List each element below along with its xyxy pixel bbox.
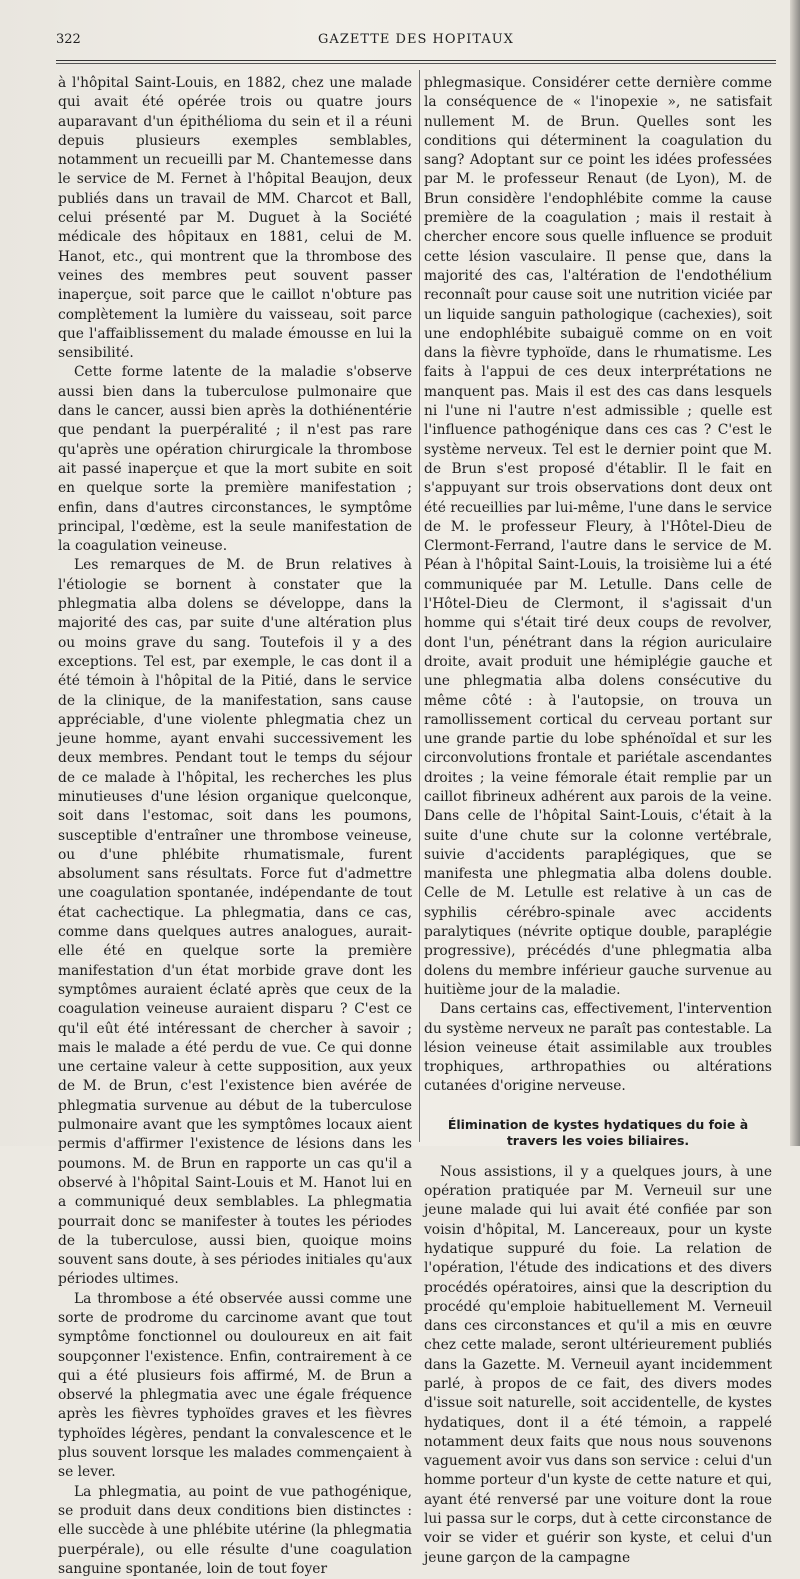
section-title: Élimination de kystes hydatiques du foie à travers les voies biliaires. xyxy=(447,1116,749,1148)
paragraph: Les remarques de M. de Brun relatives à l'étiologie se bornent à constater que la phlegmatia alba dolens se développe, dans la majorité des cas, par suite d'une altération plus ou moins grave du sang. Toutefois il y a des exceptions. Tel est, par exemple, le cas dont il a été témoin à l'hôpital de la Pitié, dans le service de la clinique, de la manifestation, sans cause appréciable, d'une violente phlegmatia chez un jeune homme, ayant envahi successivement les deux membres. Pendant tout le temps du séjour de ce malade à l'hôpital, les recherches les plus minutieuses d'une lésion organique quelconque, soit dans l'estomac, soit dans les poumons, susceptible d'entraîner une thrombose veineuse, ou d'une phlébite rhumatismale, furent absolument sans résultats. Force fut d'admettre une coagulation spontanée, indépendante de tout état cachectique. La phlegmatia, dans ce cas, comme dans quelques autres analogues, aurait-elle été en quelque sorte la première manifestation d'un état morbide grave dont les symptômes auraient éclaté après que ceux de la coagulation veineuse auraient disparu ? C'est ce qu'il eût été intéressant de chercher à savoir ; mais le malade a été perdu de vue. Ce qui donne une certaine valeur à cette supposition, aux yeux de M. de Brun, c'est l'existence bien avérée de phlegmatia survenue au début de la tuberculose pulmonaire avant que les symptômes locaux aient permis d'affirmer l'existence de lésions dans les poumons. M. de Brun en rapporte un cas qu'il a observé à l'hôpital Saint-Louis et M. Hanot lui en a communiqué deux semblables. La phlegmatia pourrait donc se manifester à toutes les périodes de la tuberculose, aussi bien, quoique moins souvent sans doute, à ses périodes initiales qu'aux périodes ultimes. xyxy=(58,557,412,1288)
page-edge-shadow xyxy=(790,0,800,1146)
left-column xyxy=(58,74,412,1579)
paragraph: La thrombose a été observée aussi comme une sorte de prodrome du carcinome avant que tout symptôme fonctionnel ou douloureux en ait fait soupçonner l'existence. Enfin, contrairement à ce qui a été plusieurs fois affirmé, M. de Brun a observé la phlegmatia avec une égale fréquence après les fièvres typhoïdes graves et les fièvres typhoïdes légères, pendant la convalescence et le plus souvent lorsque les malades commençaient à se lever. xyxy=(58,1290,412,1481)
column-divider xyxy=(419,70,420,1142)
paragraph: à l'hôpital Saint-Louis, en 1882, chez une malade qui avait été opérée trois ou quatre jours auparavant d'un épithélioma du sein et il a réuni depuis plusieurs exemples semblables, notamment un recueilli par M. Chantemesse dans le service de M. Fernet à l'hôpital Beaujon, deux publiés dans un travail de MM. Charcot et Ball, celui présenté par M. Duguet à la Société médicale des hôpitaux en 1881, celui de M. Hanot, etc., qui montrent que la thrombose des veines des membres peut souvent passer inaperçue, soit parce que le caillot n'obture pas complètement la lumière du vaisseau, soit parce que l'affaiblissement du malade émousse en lui la sensibilité. xyxy=(58,75,412,362)
right-column xyxy=(424,74,772,1568)
header-rule xyxy=(56,60,776,61)
paragraph: Cette forme latente de la maladie s'observe aussi bien dans la tuberculose pulmonaire que dans le cancer, aussi bien après la dothiénentérie que pendant la puerpéralité ; il n'est pas rare qu'après une opération chirurgicale la thrombose ait passé inaperçue et que la mort subite en soit en quelque sorte la première manifestation ; enfin, dans d'autres circonstances, le symptôme principal, l'œdème, est la seule manifestation de la coagulation veineuse. xyxy=(58,364,412,555)
paragraph: phlegmasique. Considérer cette dernière comme la conséquence de « l'inopexie », ne satisfait nullement M. de Brun. Quelles sont les conditions qui déterminent la coagulation du sang? Adoptant sur ce point les idées professées par M. le professeur Renaut (de Lyon), M. de Brun considère l'endophlébite comme la cause première de la coagulation ; mais il restait à chercher encore sous quelle influence se produit cette lésion vasculaire. Il pense que, dans la majorité des cas, l'altération de l'endothélium reconnaît pour cause soit une nutrition viciée par un liquide sanguin pathologique (cachexies), soit une endophlébite subaiguë comme on en voit dans la fièvre typhoïde, dans le rhumatisme. Les faits à l'appui de ces deux interprétations ne manquent pas. Mais il est des cas dans lesquels ni l'une ni l'autre n'est admissible ; quelle est l'influence pathogénique dans ces cas ? C'est le système nerveux. Tel est le dernier point que M. de Brun s'est proposé d'établir. Il le fait en s'appuyant sur trois observations dont deux ont été recueillies par lui-même, l'une dans le service de M. le professeur Fleury, à l'Hôtel-Dieu de Clermont-Ferrand, l'autre dans le service de M. Péan à l'hôpital Saint-Louis, la troisième lui a été communiquée par M. Letulle. Dans celle de l'Hôtel-Dieu de Clermont, il s'agissait d'un homme qui s'était tiré deux coups de revolver, dont l'un, pénétrant dans la région auriculaire droite, avait produit une hémiplégie gauche et une phlegmatia alba dolens consécutive du même côté : à l'autopsie, on trouva un ramollissement cortical du cerveau portant sur une grande partie du lobe sphénoïdal et sur les circonvolutions frontale et pariétale ascendantes droites ; la veine fémorale était remplie par un caillot fibrineux adhérent aux parois de la veine. Dans celle de l'hôpital Saint-Louis, c'était à la suite d'une chute sur la colonne vertébrale, suivie d'accidents paraplégiques, que se manifesta une phlegmatia alba dolens double. Celle de M. Letulle est relative à un cas de syphilis cérébro-spinale avec accidents paralytiques (névrite optique double, paraplégie progressive), précédés d'une phlegmatia alba dolens du membre inférieur gauche survenue au huitième jour de la maladie. xyxy=(424,75,772,998)
paragraph: La phlegmatia, au point de vue pathogénique, se produit dans deux conditions bien distinctes : elle succède à une phlébite utérine (la phlegmatia puerpérale), ou elle résulte d'une coagulation sanguine spontanée, loin de tout foyer xyxy=(58,1483,412,1577)
page-header xyxy=(56,32,776,54)
paragraph: Dans certains cas, effectivement, l'intervention du système nerveux ne paraît pas contestable. La lésion veineuse était assimilable aux troubles trophiques, arthropathies ou altérations cutanées d'origine nerveuse. xyxy=(424,1001,772,1095)
running-title: GAZETTE DES HOPITAUX xyxy=(318,32,514,47)
header-rule-thin xyxy=(56,63,776,64)
page-number: 322 xyxy=(56,32,81,47)
paragraph: Nous assistions, il y a quelques jours, à une opération pratiquée par M. Verneuil sur une jeune malade qui lui avait été confiée par son voisin d'hôpital, M. Lancereaux, pour un kyste hydatique suppuré du foie. La relation de l'opération, l'étude des indications et des divers procédés opératoires, ainsi que la description du procédé qu'emploie habituellement M. Verneuil dans ces circonstances et qu'il a mis en œuvre chez cette malade, seront ultérieurement publiés dans la Gazette. M. Verneuil ayant incidemment parlé, à propos de ce fait, des divers modes d'issue soit naturelle, soit accidentelle, de kystes hydatiques, dont il a été témoin, a rappelé notamment deux faits que nous nous souvenons vaguement avoir vus dans son service : celui d'un homme porteur d'un kyste de cette nature et qui, ayant été renversé par une voiture dont la roue lui passa sur le corps, dut à cette circonstance de voir se vider et guérir son kyste, et celui d'un jeune garçon de la campagne xyxy=(424,1163,772,1566)
